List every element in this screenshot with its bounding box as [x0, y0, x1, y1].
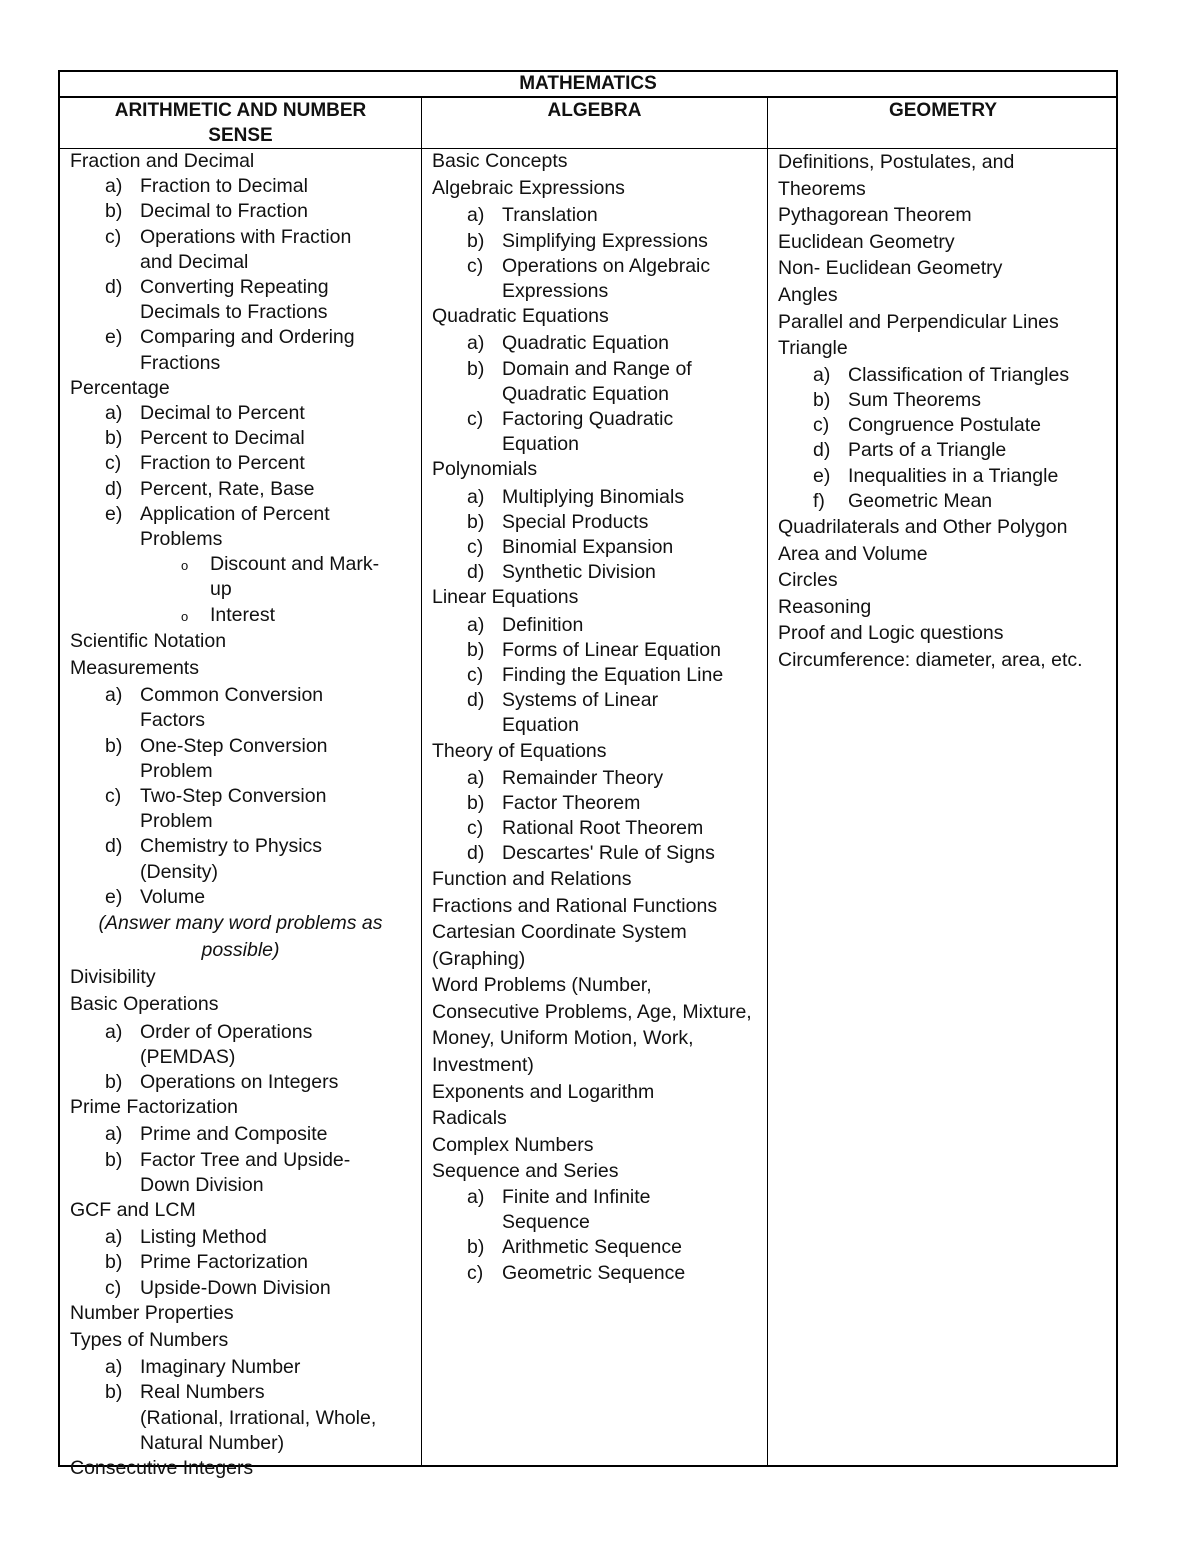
topic-divisibility: Divisibility: [70, 966, 156, 989]
topic-cartesian: Cartesian Coordinate System (Graphing): [432, 921, 687, 970]
topic-theory-of-equations: Theory of Equations: [432, 739, 607, 762]
list-item: e) Volume: [105, 885, 206, 908]
list-item: c) Finding the Equation Line: [467, 664, 724, 687]
table-title: MATHEMATICS: [60, 72, 1116, 98]
heading-line: SENSE: [208, 125, 273, 146]
list-item: d) Descartes' Rule of Signs: [467, 842, 715, 865]
list-item: e) Inequalities in a Triangle: [813, 464, 1059, 487]
topic-fractions-rational: Fractions and Rational Functions: [432, 894, 718, 917]
list-item: a) Classification of Triangles: [813, 363, 1070, 386]
curriculum-table: [58, 70, 1118, 1479]
list-item: d) Chemistry to Physics (Density): [105, 835, 323, 883]
list-item: c) Binomial Expansion: [467, 536, 674, 559]
list-item: d) Systems of Linear Equation: [467, 689, 659, 737]
topic-area-volume: Area and Volume: [778, 542, 928, 565]
list-item: d) Parts of a Triangle: [813, 439, 1007, 462]
bullet-item: o Discount and Mark- up: [181, 553, 380, 601]
list-item: b) One-Step Conversion Problem: [105, 734, 328, 782]
list-item: a) Remainder Theory: [467, 766, 664, 789]
list-item: f) Geometric Mean: [813, 489, 993, 512]
list-item: c) Factoring Quadratic Equation: [467, 408, 674, 456]
list-item: a) Common Conversion Factors: [105, 684, 324, 732]
topic-definitions: Definitions, Postulates, and Theorems: [778, 151, 1015, 200]
list-item: e) Application of Percent Problems: [105, 502, 330, 551]
topic-scientific-notation: Scientific Notation: [70, 629, 227, 652]
list-item: a) Translation: [467, 204, 598, 227]
list-item: b) Percent to Decimal: [105, 427, 305, 450]
list-item: b) Factor Tree and Upside- Down Division: [105, 1148, 351, 1196]
list-item: c) Two-Step Conversion Problem: [105, 785, 327, 833]
topic-basic-operations: Basic Operations: [70, 993, 219, 1016]
list-item: a) Prime and Composite: [105, 1123, 328, 1146]
column-heading-algebra: ALGEBRA: [547, 100, 642, 121]
bullet-icon: o: [181, 608, 189, 624]
topic-prime-factorization: Prime Factorization: [70, 1096, 238, 1119]
list-item: a) Order of Operations (PEMDAS): [105, 1020, 313, 1068]
list-item: a) Finite and Infinite Sequence: [467, 1186, 651, 1234]
list-item: c) Fraction to Percent: [105, 452, 305, 475]
topic-percentage: Percentage: [70, 376, 170, 399]
list-item: a) Decimal to Percent: [105, 402, 305, 425]
topic-complex-numbers: Complex Numbers: [432, 1133, 594, 1156]
list-item: b) Real Numbers (Rational, Irrational, Whole, Natural Number): [105, 1381, 377, 1454]
geometry-column: [768, 149, 1118, 674]
list-item: d) Percent, Rate, Base: [105, 477, 315, 500]
list-item: b) Forms of Linear Equation: [467, 638, 721, 661]
column-heading-arithmetic: [60, 98, 421, 148]
column-heading-geometry: GEOMETRY: [888, 100, 998, 121]
topic-non-euclidean: Non- Euclidean Geometry: [778, 257, 1003, 280]
word-problems-note: (Answer many word problems as possible): [98, 912, 383, 962]
topic-word-problems: Word Problems (Number, Consecutive Problems, Age, Mixture, Money, Uniform Motion, Work, Investment): [432, 974, 752, 1077]
topic-polynomials: Polynomials: [432, 458, 538, 481]
topic-consecutive-integers: Consecutive Integers: [70, 1456, 254, 1479]
list-item: c) Rational Root Theorem: [467, 817, 704, 840]
list-item: d) Synthetic Division: [467, 561, 656, 584]
list-item: a) Definition: [467, 613, 584, 636]
algebra-column: [422, 149, 767, 1286]
topic-basic-concepts: Basic Concepts: [432, 150, 568, 172]
list-item: a) Imaginary Number: [105, 1356, 301, 1379]
list-item: b) Factor Theorem: [467, 792, 641, 815]
topic-sequence-series: Sequence and Series: [432, 1160, 619, 1183]
arithmetic-column: [60, 149, 421, 1481]
topic-exponents: Exponents and Logarithm: [432, 1080, 655, 1103]
topic-linear-equations: Linear Equations: [432, 586, 579, 609]
list-item: b) Simplifying Expressions: [467, 229, 708, 252]
bullet-icon: o: [181, 558, 189, 574]
topic-quadratic-equations: Quadratic Equations: [432, 305, 609, 328]
list-item: a) Fraction to Decimal: [105, 175, 308, 198]
bullet-item: o Interest: [60, 603, 421, 628]
list-item: b) Special Products: [467, 510, 649, 533]
topic-circles: Circles: [778, 569, 838, 592]
topic-fraction-decimal: Fraction and Decimal: [70, 150, 255, 172]
topic-number-properties: Number Properties: [70, 1301, 234, 1324]
topic-algebraic-expressions: Algebraic Expressions: [432, 177, 625, 200]
list-item: a) Quadratic Equation: [467, 332, 669, 355]
topic-triangle: Triangle: [778, 337, 848, 360]
topic-quadrilaterals: Quadrilaterals and Other Polygon: [778, 515, 1068, 538]
heading-line: ARITHMETIC AND NUMBER: [114, 100, 367, 121]
list-item: b) Arithmetic Sequence: [467, 1236, 682, 1259]
list-item: c) Congruence Postulate: [813, 414, 1041, 437]
list-item: b) Prime Factorization: [105, 1251, 308, 1274]
list-item: c) Geometric Sequence: [467, 1261, 686, 1284]
topic-reasoning: Reasoning: [778, 595, 872, 618]
topic-function-relations: Function and Relations: [432, 867, 632, 890]
topic-pythagorean: Pythagorean Theorem: [778, 204, 972, 227]
topic-radicals: Radicals: [432, 1107, 507, 1130]
topic-angles: Angles: [778, 283, 838, 306]
list-item: c) Upside-Down Division: [105, 1276, 331, 1299]
topic-proof-logic: Proof and Logic questions: [778, 622, 1004, 645]
list-item: b) Decimal to Fraction: [105, 200, 308, 223]
list-item: b) Operations on Integers: [105, 1070, 339, 1093]
list-item: d) Converting Repeating Decimals to Fractions: [105, 276, 329, 324]
list-item: a) Multiplying Binomials: [467, 485, 685, 508]
topic-measurements: Measurements: [70, 657, 199, 680]
list-item: e) Comparing and Ordering Fractions: [105, 326, 355, 374]
list-item: b) Domain and Range of Quadratic Equation: [467, 357, 692, 405]
list-item: b) Sum Theorems: [813, 388, 981, 411]
list-item: c) Operations on Algebraic Expressions: [467, 254, 711, 303]
list-item: a) Listing Method: [105, 1226, 267, 1249]
topic-parallel-perpendicular: Parallel and Perpendicular Lines: [778, 310, 1059, 333]
topic-types-of-numbers: Types of Numbers: [70, 1328, 229, 1351]
topic-gcf-lcm: GCF and LCM: [70, 1198, 196, 1221]
topic-circumference: Circumference: diameter, area, etc.: [778, 648, 1083, 671]
list-item: c) Operations with Fraction and Decimal: [105, 225, 352, 273]
topic-euclidean: Euclidean Geometry: [778, 230, 955, 253]
